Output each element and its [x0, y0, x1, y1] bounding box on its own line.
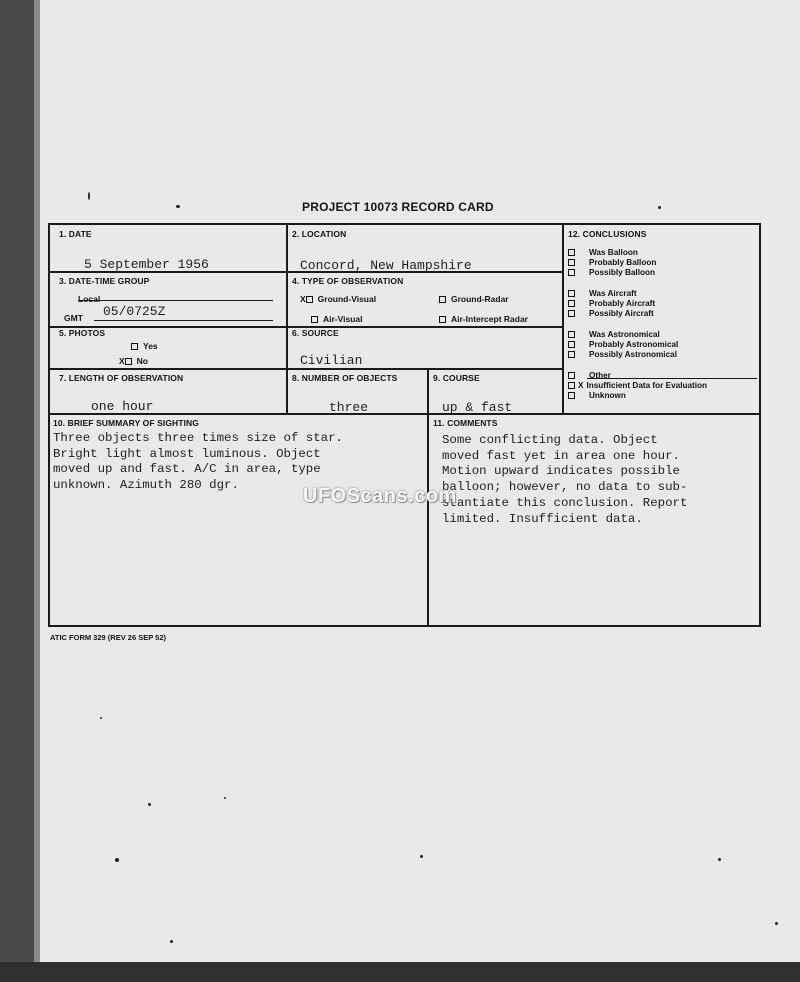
summary-label: 10. BRIEF SUMMARY OF SIGHTING	[53, 418, 199, 428]
scan-speck	[718, 858, 721, 861]
scan-speck	[148, 803, 151, 806]
scan-speck	[224, 797, 226, 799]
rule-row-3	[49, 368, 563, 370]
check-mark: X	[119, 356, 125, 366]
date-value: 5 September 1956	[84, 257, 209, 272]
gmt-value: 05/0725Z	[103, 304, 166, 319]
option-air-visual: Air-Visual	[311, 314, 363, 324]
conclusion-item: Other	[568, 371, 611, 381]
conclusion-item: Was Balloon	[568, 248, 638, 258]
number-label: 8. NUMBER OF OBJECTS	[292, 373, 398, 383]
conclusion-item: Possibly Balloon	[568, 268, 655, 278]
comment-line: Some conflicting data. Object	[442, 433, 658, 447]
source-value: Civilian	[300, 353, 363, 368]
checkbox-icon	[131, 343, 138, 350]
conclusion-item: Was Aircraft	[568, 289, 637, 299]
location-value: Concord, New Hampshire	[300, 258, 472, 273]
checkbox-icon	[125, 358, 132, 365]
comment-line: moved fast yet in area one hour.	[442, 448, 680, 463]
conclusion-item: Probably Aircraft	[568, 299, 655, 309]
type-label: 4. TYPE OF OBSERVATION	[292, 276, 404, 286]
comment-line: stantiate this conclusion. Report	[442, 495, 688, 510]
scan-speck	[420, 855, 423, 858]
scan-speck	[176, 205, 180, 208]
summary-line: Bright light almost luminous. Object	[53, 446, 321, 461]
option-ground-radar: Ground-Radar	[439, 294, 509, 304]
checkbox-icon	[568, 341, 575, 348]
local-underline	[78, 300, 273, 301]
check-mark: X	[300, 294, 306, 304]
checkbox-icon	[568, 290, 575, 297]
summary-text	[53, 431, 343, 494]
local-label: Local	[78, 294, 101, 304]
checkbox-icon	[568, 269, 575, 276]
dtg-label: 3. DATE-TIME GROUP	[59, 276, 150, 286]
checkbox-icon	[311, 316, 318, 323]
checkbox-icon	[568, 310, 575, 317]
comments-label: 11. COMMENTS	[433, 418, 498, 428]
checkbox-icon	[568, 382, 575, 389]
conclusion-item: Probably Astronomical	[568, 340, 678, 350]
rule-col-a	[286, 224, 288, 414]
checkbox-icon	[439, 296, 446, 303]
option-photos-yes: Yes	[131, 341, 158, 351]
conclusion-item: Probably Balloon	[568, 258, 656, 268]
watermark-text: UFOScans.com	[303, 485, 457, 507]
checkbox-icon	[306, 296, 313, 303]
form-footer: ATIC FORM 329 (REV 26 SEP 52)	[50, 633, 167, 642]
summary-line: moved up and fast. A/C in area, type	[53, 462, 321, 477]
course-value: up & fast	[442, 400, 513, 415]
checkbox-icon	[568, 331, 575, 338]
scan-frame-left	[0, 0, 34, 982]
checkbox-icon	[568, 259, 575, 266]
source-label: 6. SOURCE	[292, 328, 339, 338]
conclusion-item: Possibly Astronomical	[568, 350, 677, 360]
location-label: 2. LOCATION	[292, 229, 347, 239]
scan-speck	[115, 858, 119, 862]
conclusion-item-checked: X Insufficient Data for Evaluation	[568, 381, 707, 391]
scan-speck	[88, 192, 90, 200]
comment-line: Motion upward indicates possible	[442, 464, 680, 479]
checkbox-icon	[568, 372, 575, 379]
scan-frame-bottom	[0, 962, 800, 982]
gmt-underline	[94, 320, 273, 321]
option-photos-no: X No	[119, 356, 149, 366]
scan-speck	[170, 940, 173, 943]
length-label: 7. LENGTH OF OBSERVATION	[59, 373, 184, 383]
other-underline	[587, 378, 757, 379]
date-label: 1. DATE	[59, 229, 92, 239]
option-ground-visual: X Ground-Visual	[300, 294, 377, 304]
rule-col-b	[562, 224, 564, 414]
conclusion-item: Was Astronomical	[568, 330, 660, 340]
checkbox-icon	[568, 392, 575, 399]
checkbox-icon	[568, 300, 575, 307]
comment-line: balloon; however, no data to sub-	[442, 480, 688, 495]
option-air-intercept-radar: Air-Intercept Radar	[439, 314, 528, 324]
length-value: one hour	[91, 399, 154, 414]
summary-line: unknown. Azimuth 280 dgr.	[53, 478, 239, 493]
rule-row-4	[49, 413, 760, 415]
conclusions-label: 12. CONCLUSIONS	[568, 229, 647, 239]
scan-speck	[775, 922, 778, 925]
checkbox-icon	[439, 316, 446, 323]
scan-speck	[100, 717, 102, 719]
checkbox-icon	[568, 351, 575, 358]
checkbox-icon	[568, 249, 575, 256]
scan-speck	[658, 206, 661, 209]
check-mark: X	[578, 381, 584, 390]
card-title: PROJECT 10073 RECORD CARD	[302, 200, 494, 214]
gmt-label: GMT	[64, 313, 83, 323]
photos-label: 5. PHOTOS	[59, 328, 106, 338]
conclusion-item: Possibly Aircraft	[568, 309, 654, 319]
conclusion-item: Unknown	[568, 391, 626, 401]
number-value: three	[329, 400, 369, 415]
course-label: 9. COURSE	[433, 373, 480, 383]
summary-line: Three objects three times size of star.	[53, 431, 343, 445]
comments-text	[442, 433, 687, 527]
comment-line: limited. Insufficient data.	[442, 511, 643, 526]
